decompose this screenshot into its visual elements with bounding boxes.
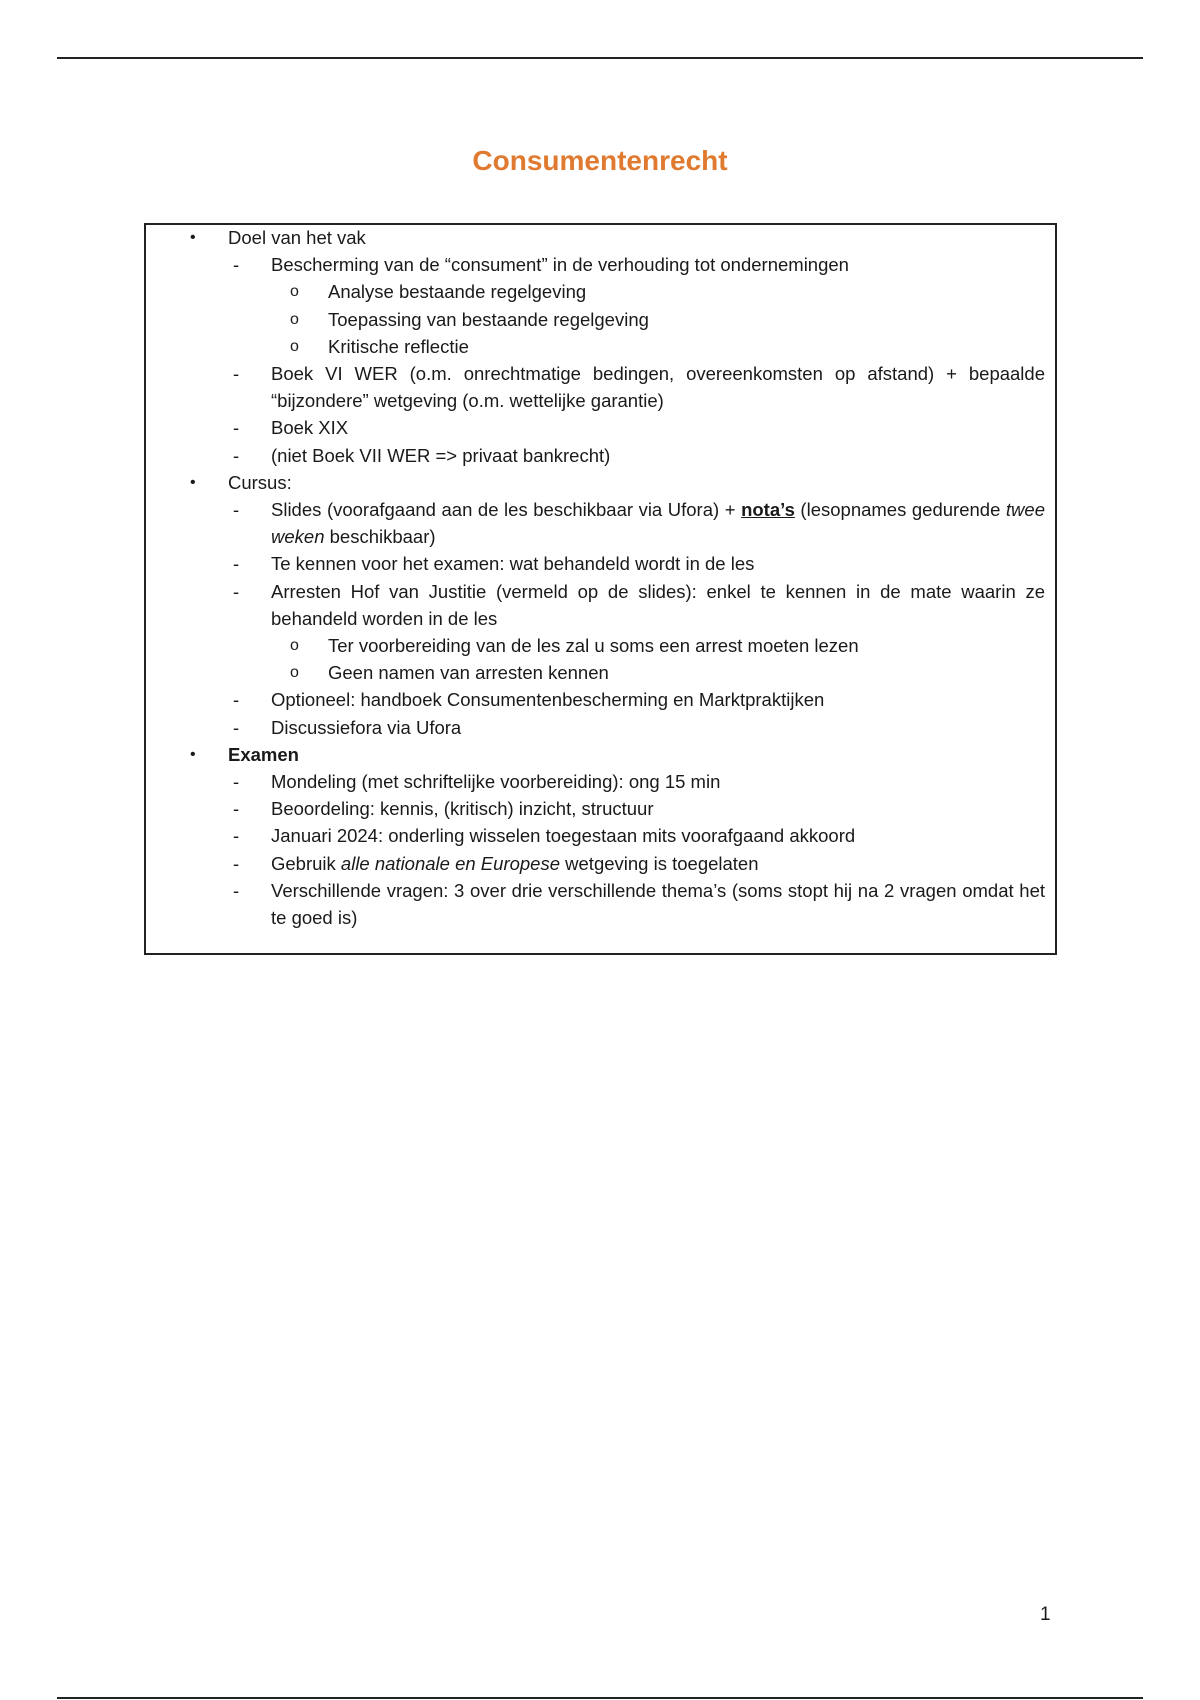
page-number: 1 [1040,1604,1051,1625]
circle-marker: o [290,310,299,328]
item-text: Gebruik [271,852,341,874]
page-title: Consumentenrecht [472,145,728,176]
list-item [144,714,1057,741]
list-item [144,850,1057,877]
item-text: Discussiefora via Ufora [271,716,462,738]
dash-marker: - [233,689,240,711]
item-text: Beoordeling: kennis, (kritisch) inzicht, structuur [271,798,654,820]
item-text-italic: twee weken [271,499,1045,548]
item-text: Optioneel: handboek Consumentenbescherming en Marktpraktijken [271,689,825,711]
section-label: Examen [228,743,299,765]
item-text: Te kennen voor het examen: wat behandeld wordt in de les [271,553,755,575]
outline-list [144,224,1057,931]
circle-marker: o [290,283,299,301]
item-text: Mondeling (met schriftelijke voorbereiding): ong 15 min [271,771,721,793]
list-item [144,686,1057,713]
item-text-italic: alle nationale en Europese [340,852,561,874]
dash-marker: - [233,852,240,874]
item-text: Toepassing van bestaande regelgeving [328,308,649,330]
list-item [144,251,1057,278]
dash-marker: - [233,444,240,466]
item-text: Geen namen van arresten kennen [328,662,609,684]
item-text: beschikbaar) [324,526,436,548]
item-text: (niet Boek VII WER => privaat bankrecht) [271,444,611,466]
item-text: wetgeving is toegelaten [560,852,759,874]
dash-marker: - [233,553,240,575]
item-text: Ter voorbereiding van de les zal u soms een arrest moeten lezen [328,635,859,657]
circle-marker: o [290,637,299,655]
sub-list-item [144,306,1057,333]
dash-marker: - [233,879,240,901]
item-text: (lesopnames gedurende [794,499,1006,521]
list-item [144,496,1057,550]
list-item [144,578,1057,632]
dash-marker: - [233,254,240,276]
section-label: Cursus: [228,471,292,493]
list-item [144,550,1057,577]
dash-marker: - [233,798,240,820]
dash-marker: - [233,363,240,385]
section-doel [144,224,1057,251]
list-item [144,442,1057,469]
sub-list-item [144,278,1057,305]
list-item [144,795,1057,822]
section-cursus [144,469,1057,496]
section-examen [144,741,1057,768]
footer-rule [57,1697,1143,1699]
item-text: Boek VI WER (o.m. onrechtmatige bedingen, overeenkomsten op afstand) + bepaalde “bijzondere” wetgeving (o.m. wettelijke garantie) [271,363,1045,412]
item-text: Bescherming van de “consument” in de verhouding tot ondernemingen [271,254,849,276]
dash-marker: - [233,580,240,602]
header-rule [57,57,1143,59]
dash-marker: - [233,825,240,847]
sub-list-item [144,632,1057,659]
list-item [144,768,1057,795]
item-text: Arresten Hof van Justitie (vermeld op de slides): enkel te kennen in de mate waarin ze behandeld worden in de les [271,580,1045,629]
list-item [144,360,1057,414]
item-text: Boek XIX [271,417,349,439]
list-item [144,822,1057,849]
item-text: Kritische reflectie [328,335,469,357]
item-text: Januari 2024: onderling wisselen toegestaan mits voorafgaand akkoord [271,825,856,847]
bullet-marker: • [190,229,196,246]
dash-marker: - [233,771,240,793]
list-item [144,414,1057,441]
item-text: Verschillende vragen: 3 over drie verschillende thema’s (soms stopt hij na 2 vragen omdat het te goed is) [271,879,1045,929]
dash-marker: - [233,417,240,439]
bullet-marker: • [190,473,196,491]
list-item [144,877,1057,931]
item-text-bold: nota’s [741,499,795,521]
item-text: Analyse bestaande regelgeving [328,281,587,303]
sub-list-item [144,659,1057,686]
circle-marker: o [290,664,299,682]
item-text: Slides (voorafgaand aan de les beschikbaar via Ufora) + [271,499,742,521]
sub-list-item [144,333,1057,360]
circle-marker: o [290,337,299,355]
section-label: Doel van het vak [228,227,366,248]
dash-marker: - [233,716,240,738]
bullet-marker: • [190,745,196,763]
dash-marker: - [233,499,240,521]
